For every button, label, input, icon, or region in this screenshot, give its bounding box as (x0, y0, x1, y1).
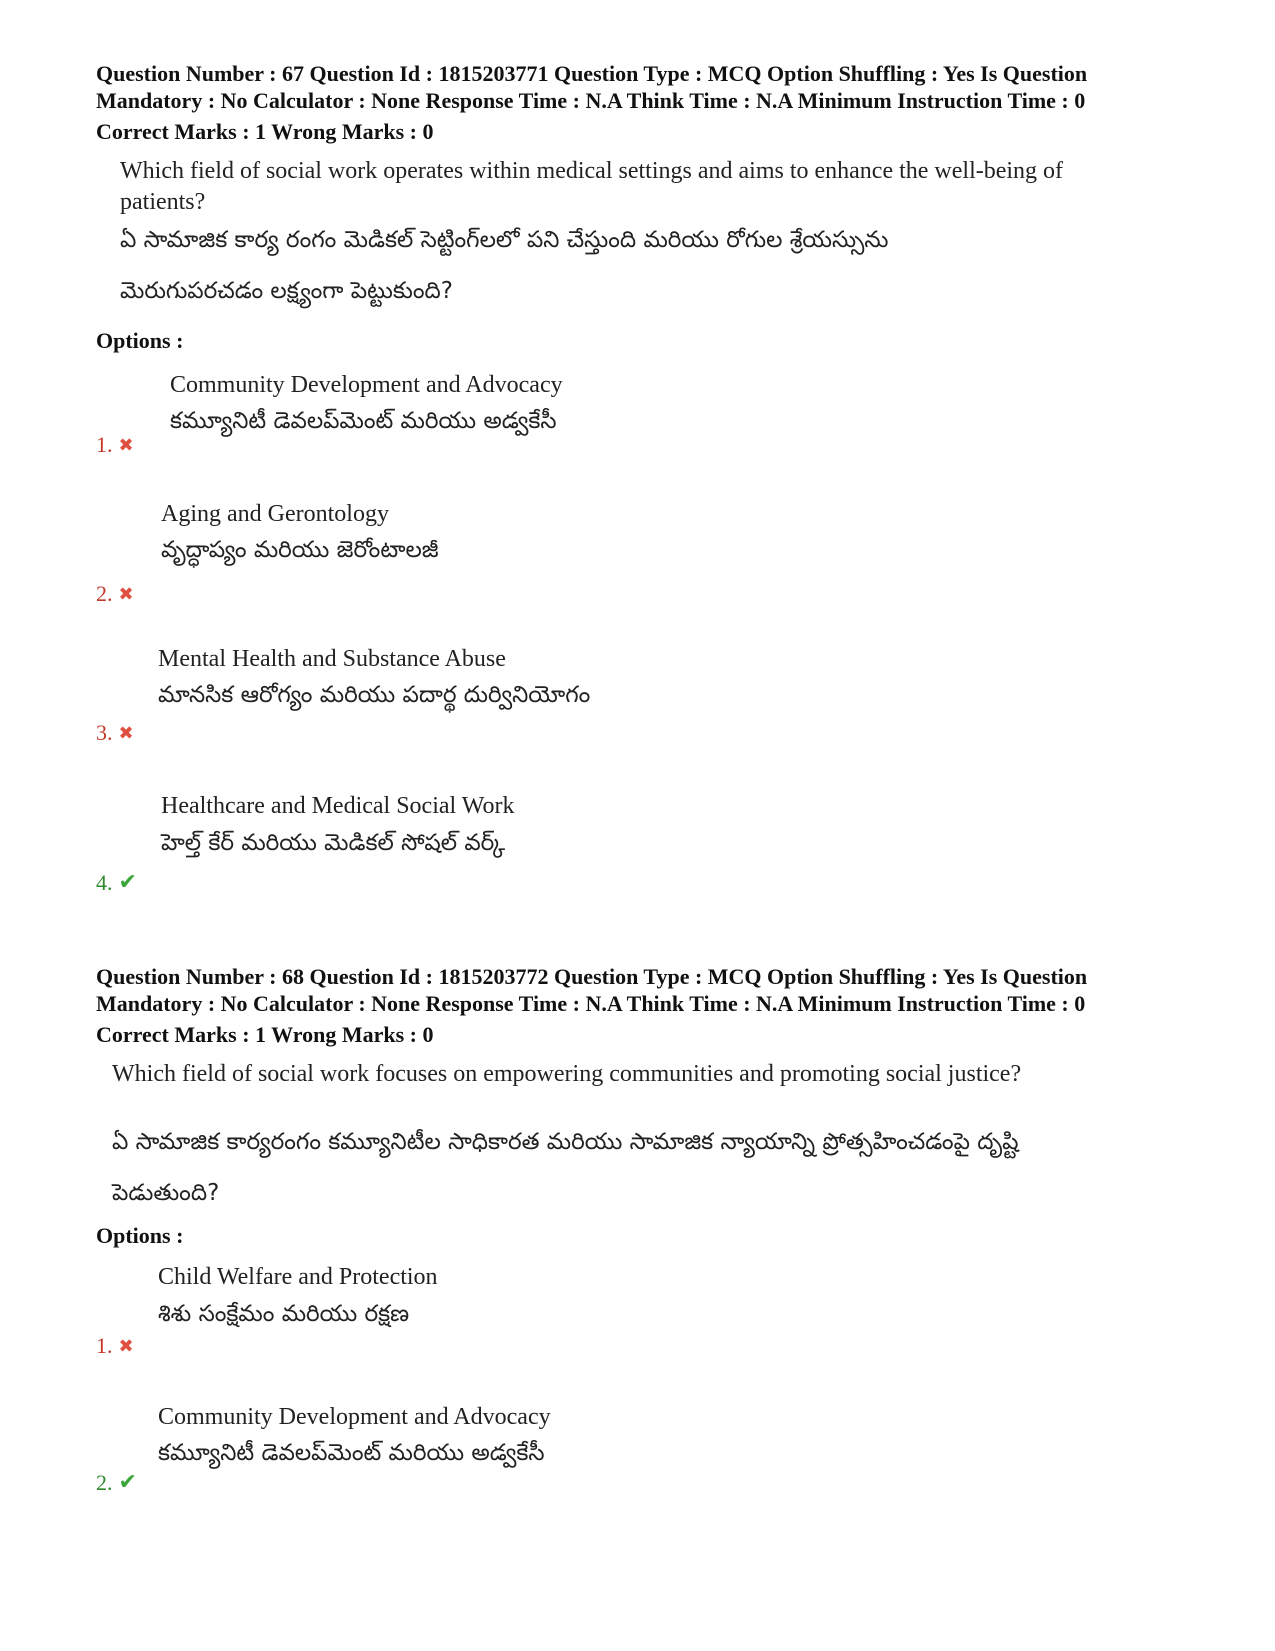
option-text-en: Community Development and Advocacy (158, 1404, 551, 1430)
question-text-te-line2: మెరుగుపరచడం లక్ష్యంగా పెట్టుకుంది? (120, 278, 453, 304)
question-header-line1: Question Number : 67 Question Id : 1815203771 Question Type : MCQ Option Shuffling : Yes Is Question (96, 61, 1088, 86)
question-header-line2: Mandatory : No Calculator : None Response Time : N.A Think Time : N.A Minimum Instruction Time : 0 (96, 991, 1086, 1016)
cross-icon: ✖ (118, 435, 134, 456)
question-header-line1: Question Number : 68 Question Id : 1815203772 Question Type : MCQ Option Shuffling : Yes Is Question (96, 964, 1088, 989)
option-text-te: కమ్యూనిటీ డెవలప్‌మెంట్ మరియు అడ్వకేసీ (158, 1440, 545, 1466)
question-text-te-line1: ఏ సామాజిక కార్యరంగం కమ్యూనిటీల సాధికారత మరియు సామాజిక న్యాయాన్ని ప్రోత్సహించడంపై దృష్టి (112, 1129, 1019, 1155)
question-text-te-line1: ఏ సామాజిక కార్య రంగం మెడికల్ సెట్టింగ్‌లలో పని చేస్తుంది మరియు రోగుల శ్రేయస్సును (120, 227, 889, 253)
check-icon: ✔ (118, 1470, 137, 1495)
question-header (96, 60, 1087, 114)
options-label: Options : (96, 328, 184, 353)
option-number-correct (96, 870, 137, 896)
option-number-wrong (96, 1333, 134, 1360)
option-number: 2. (96, 1470, 113, 1495)
question-marks: Correct Marks : 1 Wrong Marks : 0 (96, 1022, 434, 1047)
option-number: 3. (96, 720, 113, 745)
cross-icon: ✖ (118, 723, 134, 744)
cross-icon: ✖ (118, 1336, 134, 1357)
question-header-line2: Mandatory : No Calculator : None Response Time : N.A Think Time : N.A Minimum Instruction Time : 0 (96, 88, 1086, 113)
option-number: 1. (96, 432, 113, 457)
option-number: 2. (96, 581, 113, 606)
cross-icon: ✖ (118, 584, 134, 605)
option-text-te: మానసిక ఆరోగ్యం మరియు పదార్థ దుర్వినియోగం (158, 682, 591, 708)
question-text-te-line2: పెడుతుంది? (112, 1180, 220, 1206)
option-text-te: కమ్యూనిటీ డెవలప్‌మెంట్ మరియు అడ్వకేసీ (170, 408, 557, 434)
question-header (96, 963, 1087, 1017)
option-number-wrong (96, 581, 134, 608)
option-text-te: శిశు సంక్షేమం మరియు రక్షణ (158, 1301, 410, 1327)
option-text-en: Community Development and Advocacy (170, 372, 563, 398)
option-text-en: Aging and Gerontology (161, 501, 389, 527)
question-marks: Correct Marks : 1 Wrong Marks : 0 (96, 119, 434, 144)
option-number-wrong (96, 720, 134, 747)
option-text-te: హెల్త్ కేర్ మరియు మెడికల్ సోషల్ వర్క్ (161, 830, 506, 856)
option-number-correct (96, 1470, 137, 1496)
option-text-en: Healthcare and Medical Social Work (161, 793, 515, 819)
question-text-en: Which field of social work focuses on empowering communities and promoting social justice? (112, 1061, 1022, 1087)
options-label: Options : (96, 1223, 184, 1248)
option-number-wrong (96, 432, 134, 459)
option-text-en: Mental Health and Substance Abuse (158, 646, 506, 672)
option-number: 4. (96, 870, 113, 895)
option-text-en: Child Welfare and Protection (158, 1264, 438, 1290)
option-number: 1. (96, 1333, 113, 1358)
check-icon: ✔ (118, 870, 137, 895)
question-text-en: Which field of social work operates within medical settings and aims to enhance the well-being of patients? (120, 158, 1064, 215)
option-text-te: వృద్ధాప్యం మరియు జెరోంటాలజీ (161, 537, 439, 563)
